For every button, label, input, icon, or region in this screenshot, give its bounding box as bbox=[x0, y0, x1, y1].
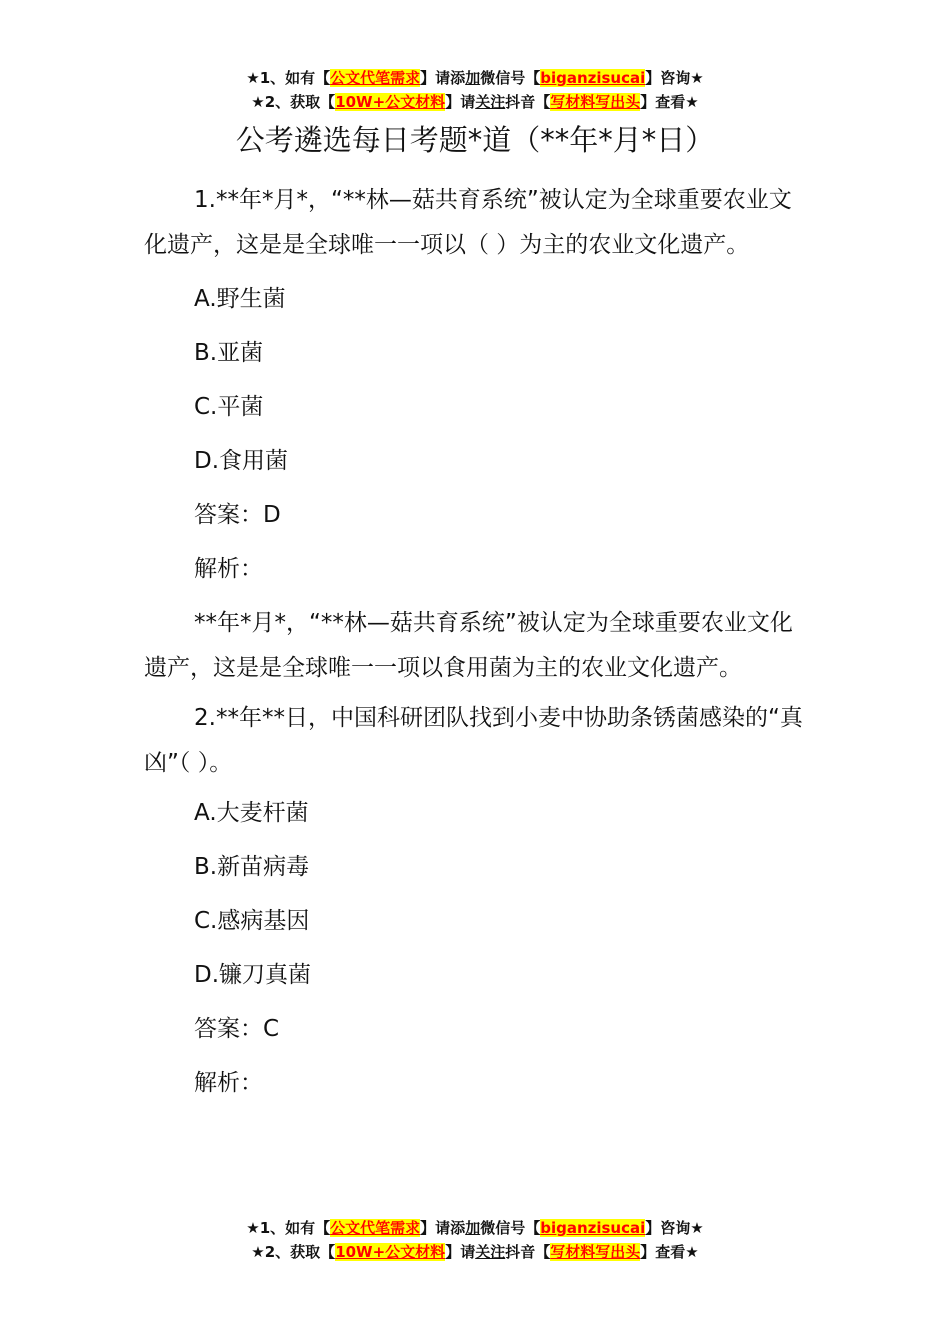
promo-text: ★1、如有【 bbox=[246, 1219, 331, 1237]
promo-highlight: 写材料写出头 bbox=[550, 93, 641, 111]
promo-highlight: 10W+公文材料 bbox=[335, 93, 446, 111]
question-1-answer: 答案：D bbox=[194, 502, 281, 528]
promo-text: 】请添 bbox=[420, 69, 466, 87]
question-1-option-d: D.食用菌 bbox=[194, 448, 289, 474]
page-title: 公考遴选每日考题*道（**年*月*日） bbox=[235, 123, 715, 157]
promo-text: ★2、获取【 bbox=[251, 93, 336, 111]
header-promo-banner bbox=[0, 66, 950, 114]
promo-underlined-text: 加 bbox=[465, 1219, 481, 1237]
promo-text: ★1、如有【 bbox=[246, 69, 331, 87]
promo-text: 】查看★ bbox=[640, 1243, 699, 1261]
question-1-option-b: B.亚菌 bbox=[194, 340, 264, 366]
question-2-analysis-label: 解析： bbox=[194, 1070, 263, 1096]
promo-highlight: 公文代笔需求 bbox=[330, 1219, 421, 1237]
promo-text: 】请 bbox=[445, 1243, 476, 1261]
promo-underlined-text: 关注 bbox=[475, 93, 506, 111]
question-1-stem: 1.**年*月*，“**林—菇共育系统”被认定为全球重要农业文化遗产，这是是全球唯一一项以（ ）为主的农业文化遗产。 bbox=[144, 187, 792, 258]
promo-underlined-text: 加 bbox=[465, 69, 481, 87]
promo-highlight: biganzisucai bbox=[540, 69, 646, 87]
promo-line-2 bbox=[0, 90, 950, 114]
question-2-answer: 答案：C bbox=[194, 1016, 280, 1042]
question-2-option-c: C.感病基因 bbox=[194, 908, 310, 934]
promo-highlight: 10W+公文材料 bbox=[335, 1243, 446, 1261]
promo-text: 微信号【 bbox=[480, 69, 541, 87]
promo-text: ★2、获取【 bbox=[251, 1243, 336, 1261]
question-1-option-a: A.野生菌 bbox=[194, 286, 286, 312]
promo-text: 】查看★ bbox=[640, 93, 699, 111]
promo-text: 】咨询★ bbox=[645, 69, 704, 87]
promo-underlined-text: 关注 bbox=[475, 1243, 506, 1261]
question-2-option-a: A.大麦杆菌 bbox=[194, 800, 309, 826]
promo-text: 】请 bbox=[445, 93, 476, 111]
question-2-stem: 2.**年**日，中国科研团队找到小麦中协助条锈菌感染的“真凶”（ ）。 bbox=[144, 705, 803, 776]
question-1-analysis-text: **年*月*，“**林—菇共育系统”被认定为全球重要农业文化遗产，这是是全球唯一一项以食用菌为主的农业文化遗产。 bbox=[144, 610, 793, 681]
promo-text: 】咨询★ bbox=[645, 1219, 704, 1237]
question-2-option-d: D.镰刀真菌 bbox=[194, 962, 312, 988]
promo-highlight: 公文代笔需求 bbox=[330, 69, 421, 87]
question-1-option-c: C.平菌 bbox=[194, 394, 264, 420]
promo-line-1 bbox=[0, 66, 950, 90]
promo-text: 微信号【 bbox=[480, 1219, 541, 1237]
promo-text: 抖音【 bbox=[505, 1243, 551, 1261]
question-2-option-b: B.新苗病毒 bbox=[194, 854, 310, 880]
promo-text: 】请添 bbox=[420, 1219, 466, 1237]
promo-highlight: biganzisucai bbox=[540, 1219, 646, 1237]
document-body bbox=[144, 178, 810, 1115]
promo-line-1 bbox=[0, 1216, 950, 1240]
footer-promo-banner bbox=[0, 1216, 950, 1264]
promo-highlight: 写材料写出头 bbox=[550, 1243, 641, 1261]
promo-line-2 bbox=[0, 1240, 950, 1264]
promo-text: 抖音【 bbox=[505, 93, 551, 111]
question-1-analysis-label: 解析： bbox=[194, 556, 263, 582]
